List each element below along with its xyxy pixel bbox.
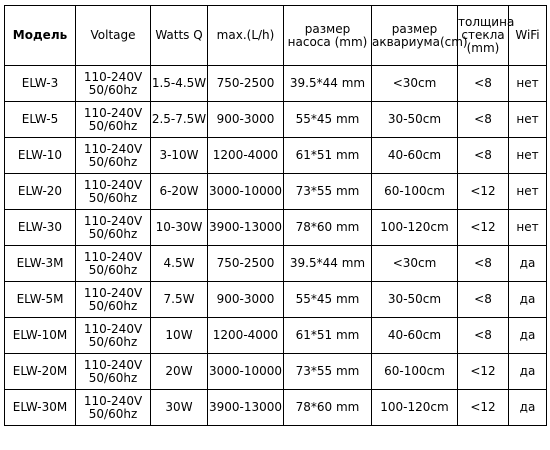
cell-max-flow: 750-2500	[208, 246, 284, 282]
cell-glass-thickness: <8	[458, 102, 509, 138]
cell-wifi: да	[509, 390, 547, 426]
cell-voltage-range: 110-240V	[83, 249, 143, 264]
cell-watts: 10W	[151, 318, 208, 354]
cell-glass-thickness: <8	[458, 66, 509, 102]
cell-model: ELW-30	[5, 210, 76, 246]
cell-aquarium-size: 100-120cm	[372, 390, 458, 426]
cell-aquarium-size: 40-60cm	[372, 138, 458, 174]
cell-frequency: 50/60hz	[88, 118, 138, 133]
cell-frequency: 50/60hz	[88, 262, 138, 277]
cell-voltage-range: 110-240V	[83, 357, 143, 372]
cell-glass-thickness: <8	[458, 318, 509, 354]
table-row	[5, 246, 547, 282]
cell-model: ELW-5M	[5, 282, 76, 318]
cell-wifi: да	[509, 282, 547, 318]
header-pump-size	[284, 6, 372, 66]
header-pump-size-line1: размер	[304, 21, 351, 36]
cell-voltage-range: 110-240V	[83, 321, 143, 336]
cell-watts: 20W	[151, 354, 208, 390]
cell-model: ELW-3M	[5, 246, 76, 282]
cell-aquarium-size: <30cm	[372, 246, 458, 282]
cell-max-flow: 1200-4000	[208, 138, 284, 174]
cell-frequency: 50/60hz	[88, 334, 138, 349]
pump-spec-table	[4, 5, 547, 426]
table-header	[5, 6, 547, 66]
cell-watts: 3-10W	[151, 138, 208, 174]
cell-max-flow: 3900-13000	[208, 210, 284, 246]
cell-watts: 7.5W	[151, 282, 208, 318]
cell-model: ELW-5	[5, 102, 76, 138]
cell-pump-size: 55*45 mm	[284, 282, 372, 318]
cell-voltage	[76, 174, 151, 210]
table-row	[5, 390, 547, 426]
cell-wifi: нет	[509, 210, 547, 246]
header-aquarium-size	[372, 6, 468, 66]
cell-pump-size: 78*60 mm	[284, 210, 372, 246]
table-row	[5, 138, 547, 174]
cell-voltage	[76, 246, 151, 282]
header-model-text: Модель	[12, 28, 68, 42]
table-row	[5, 318, 547, 354]
cell-watts: 30W	[151, 390, 208, 426]
cell-glass-thickness: <12	[458, 174, 509, 210]
cell-glass-thickness: <12	[458, 354, 509, 390]
header-wifi-text: WiFi	[515, 28, 540, 42]
cell-voltage	[76, 138, 151, 174]
header-wifi	[509, 6, 547, 66]
table-row	[5, 210, 547, 246]
cell-glass-thickness: <8	[458, 246, 509, 282]
cell-pump-size: 55*45 mm	[284, 102, 372, 138]
cell-aquarium-size: 100-120cm	[372, 210, 458, 246]
cell-max-flow: 1200-4000	[208, 318, 284, 354]
cell-voltage-range: 110-240V	[83, 213, 143, 228]
cell-pump-size: 73*55 mm	[284, 354, 372, 390]
cell-pump-size: 39.5*44 mm	[284, 66, 372, 102]
header-voltage-text: Voltage	[90, 28, 136, 42]
table-row	[5, 354, 547, 390]
cell-max-flow: 900-3000	[208, 282, 284, 318]
header-glass-thickness-line1: толщина	[458, 15, 515, 29]
cell-max-flow: 3000-10000	[208, 354, 284, 390]
cell-pump-size: 73*55 mm	[284, 174, 372, 210]
cell-voltage-range: 110-240V	[83, 285, 143, 300]
cell-pump-size: 39.5*44 mm	[284, 246, 372, 282]
cell-voltage	[76, 102, 151, 138]
cell-model: ELW-20M	[5, 354, 76, 390]
cell-voltage-range: 110-240V	[83, 177, 143, 192]
cell-aquarium-size: 40-60cm	[372, 318, 458, 354]
cell-glass-thickness: <12	[458, 210, 509, 246]
cell-wifi: да	[509, 318, 547, 354]
cell-voltage	[76, 390, 151, 426]
cell-voltage-range: 110-240V	[83, 69, 143, 84]
header-glass-thickness-line3: (mm)	[466, 41, 500, 55]
table-row	[5, 102, 547, 138]
cell-voltage	[76, 282, 151, 318]
cell-watts: 1.5-4.5W	[151, 66, 208, 102]
cell-voltage	[76, 318, 151, 354]
cell-voltage-range: 110-240V	[83, 141, 143, 156]
cell-aquarium-size: 60-100cm	[372, 174, 458, 210]
header-voltage	[76, 6, 151, 66]
cell-max-flow: 3000-10000	[208, 174, 284, 210]
cell-glass-thickness: <8	[458, 138, 509, 174]
cell-wifi: нет	[509, 66, 547, 102]
cell-frequency: 50/60hz	[88, 82, 138, 97]
table-row	[5, 174, 547, 210]
cell-wifi: нет	[509, 174, 547, 210]
header-max-flow-text: max.(L/h)	[216, 28, 275, 42]
cell-frequency: 50/60hz	[88, 298, 138, 313]
cell-watts: 6-20W	[151, 174, 208, 210]
cell-wifi: нет	[509, 138, 547, 174]
cell-frequency: 50/60hz	[88, 154, 138, 169]
cell-model: ELW-30M	[5, 390, 76, 426]
cell-max-flow: 3900-13000	[208, 390, 284, 426]
cell-voltage	[76, 66, 151, 102]
header-watts	[151, 6, 208, 66]
header-pump-size-line2: насоса (mm)	[287, 34, 368, 49]
cell-wifi: да	[509, 354, 547, 390]
cell-model: ELW-20	[5, 174, 76, 210]
cell-frequency: 50/60hz	[88, 190, 138, 205]
cell-max-flow: 750-2500	[208, 66, 284, 102]
cell-model: ELW-3	[5, 66, 76, 102]
cell-model: ELW-10	[5, 138, 76, 174]
cell-frequency: 50/60hz	[88, 406, 138, 421]
cell-model: ELW-10M	[5, 318, 76, 354]
cell-voltage-range: 110-240V	[83, 105, 143, 120]
header-aquarium-size-line2: аквариума(cm)	[372, 34, 468, 49]
header-model	[5, 6, 76, 66]
cell-aquarium-size: 30-50cm	[372, 282, 458, 318]
cell-watts: 10-30W	[151, 210, 208, 246]
cell-aquarium-size: 60-100cm	[372, 354, 458, 390]
header-row	[5, 6, 547, 66]
header-glass-thickness	[458, 6, 515, 66]
header-max-flow	[208, 6, 284, 66]
cell-aquarium-size: 30-50cm	[372, 102, 458, 138]
cell-pump-size: 61*51 mm	[284, 318, 372, 354]
table-row	[5, 66, 547, 102]
cell-pump-size: 78*60 mm	[284, 390, 372, 426]
cell-voltage	[76, 210, 151, 246]
table-body	[5, 66, 547, 426]
header-watts-text: Watts Q	[155, 28, 203, 42]
cell-watts: 4.5W	[151, 246, 208, 282]
header-glass-thickness-line2: стекла	[461, 28, 505, 42]
cell-glass-thickness: <8	[458, 282, 509, 318]
cell-max-flow: 900-3000	[208, 102, 284, 138]
cell-watts: 2.5-7.5W	[151, 102, 208, 138]
cell-wifi: да	[509, 246, 547, 282]
cell-frequency: 50/60hz	[88, 370, 138, 385]
cell-frequency: 50/60hz	[88, 226, 138, 241]
cell-aquarium-size: <30cm	[372, 66, 458, 102]
header-aquarium-size-line1: размер	[391, 21, 438, 36]
table-row	[5, 282, 547, 318]
cell-pump-size: 61*51 mm	[284, 138, 372, 174]
cell-voltage-range: 110-240V	[83, 393, 143, 408]
cell-wifi: нет	[509, 102, 547, 138]
cell-glass-thickness: <12	[458, 390, 509, 426]
cell-voltage	[76, 354, 151, 390]
